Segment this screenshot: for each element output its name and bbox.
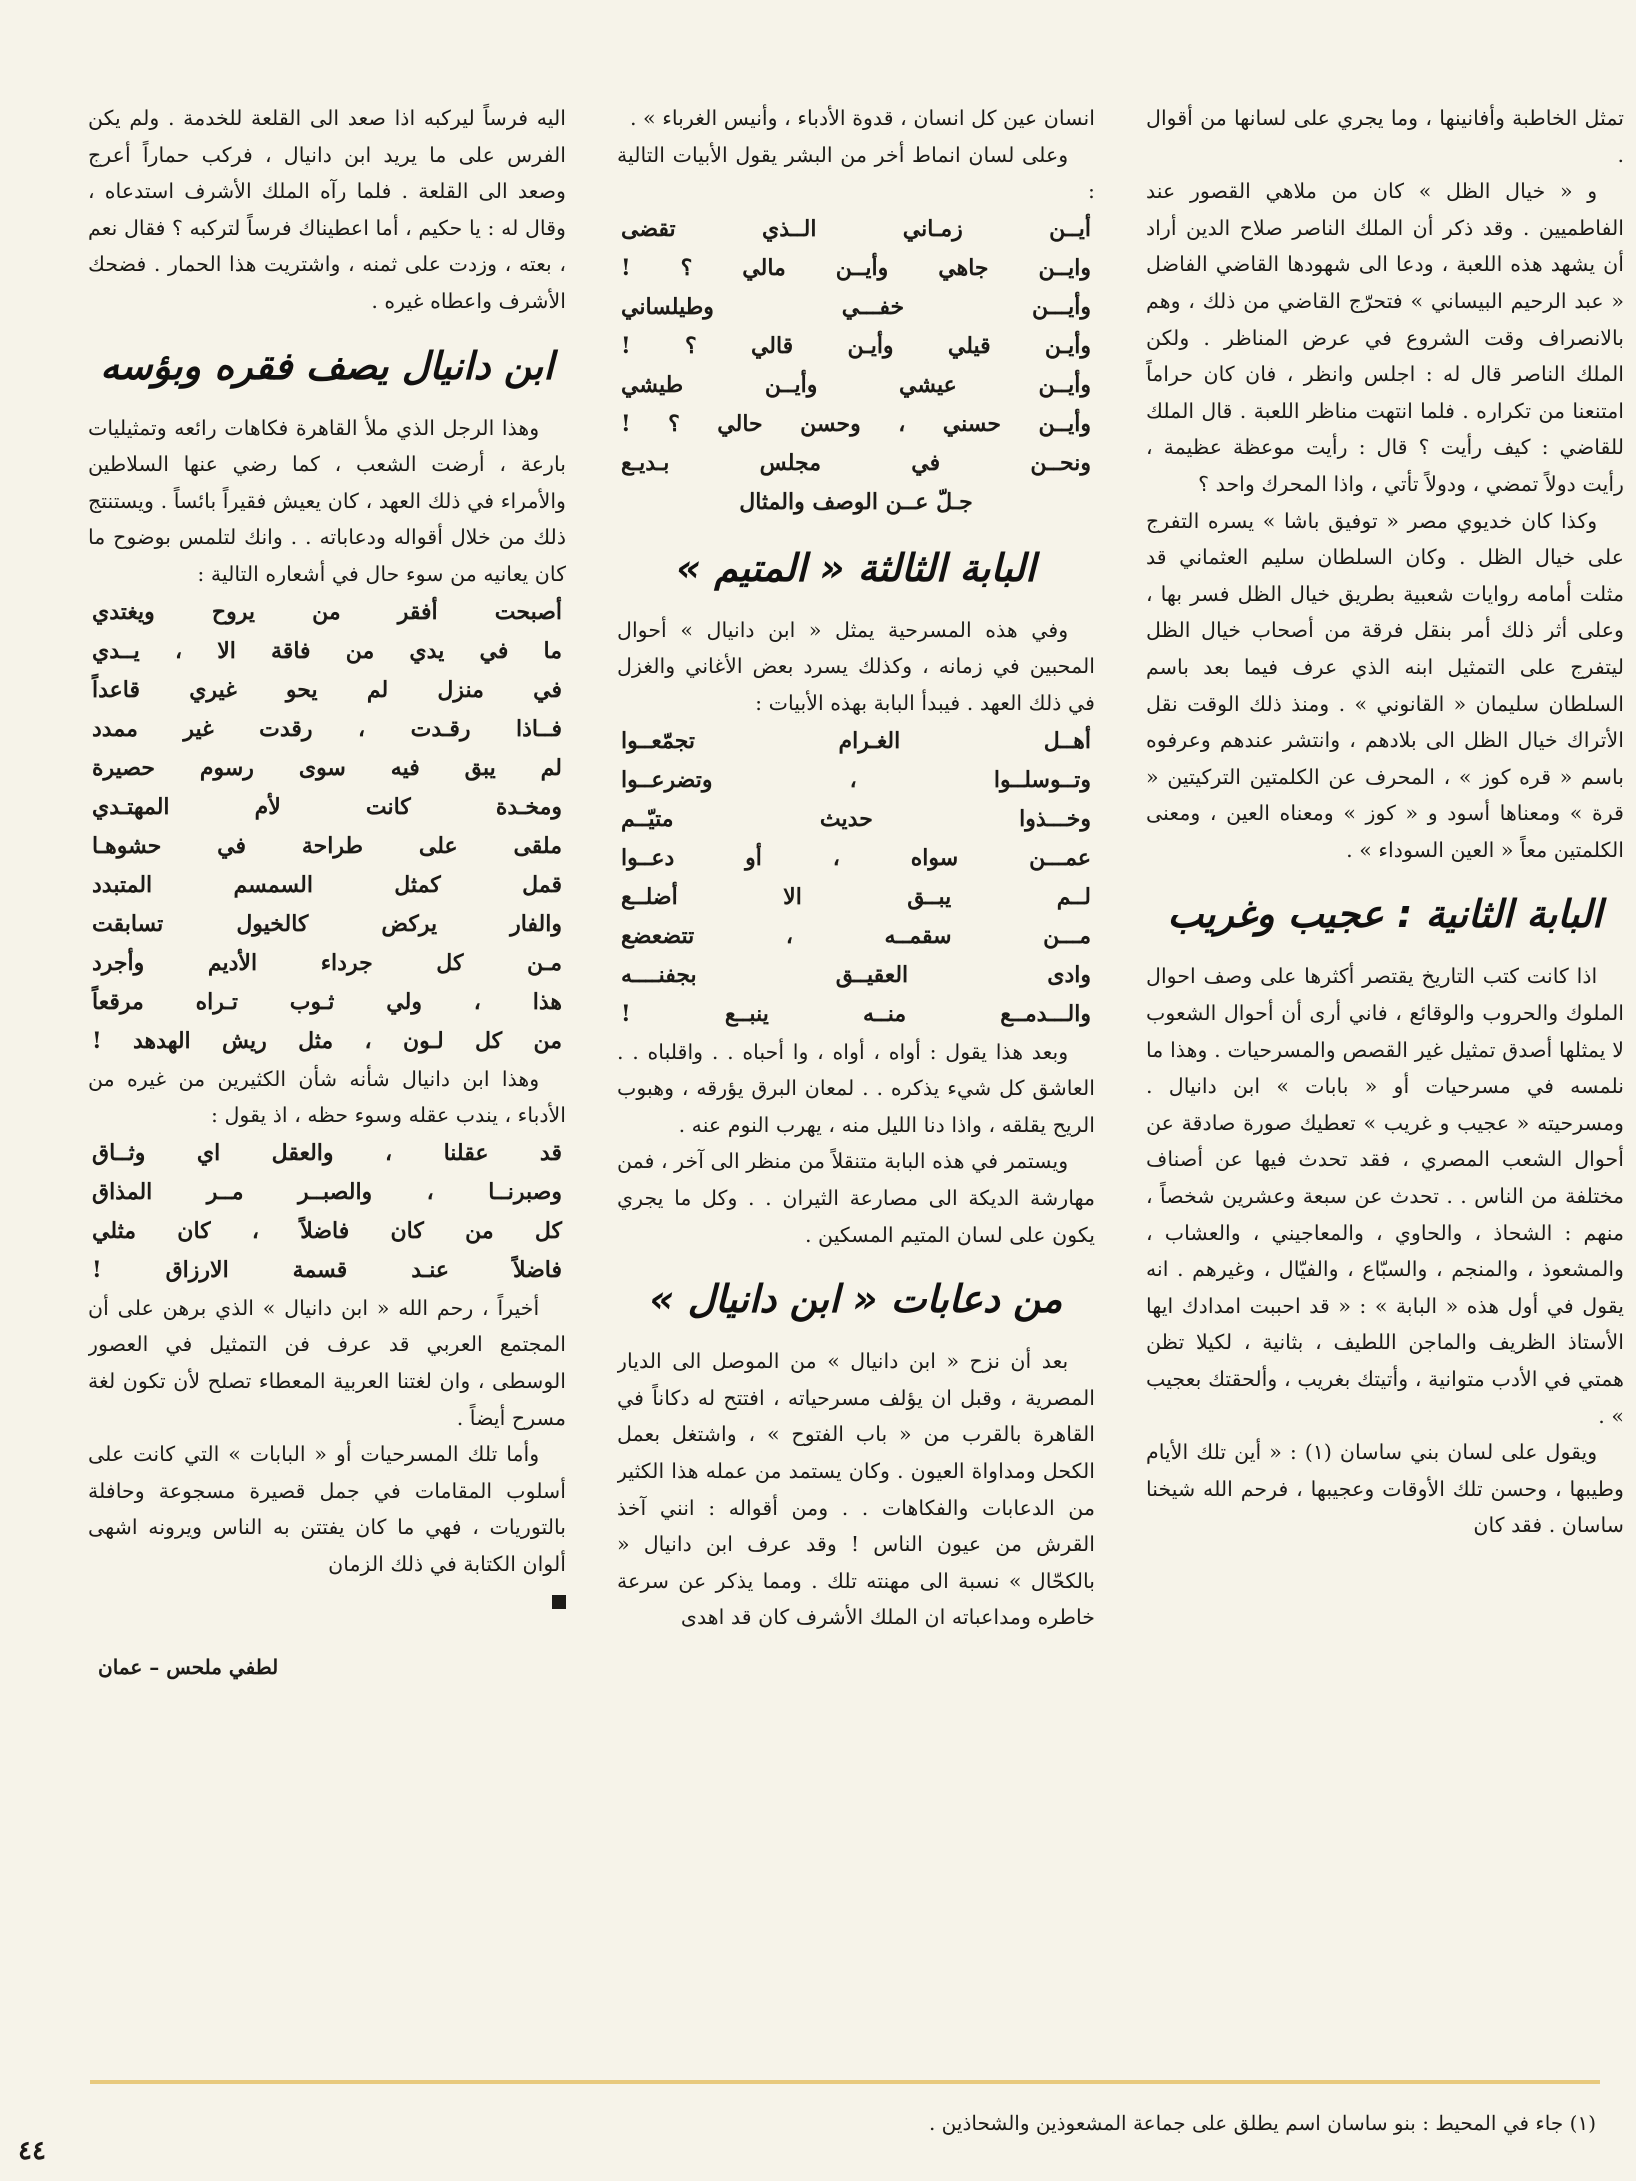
verse-line: هذا ، ولي ثـوب تـراه مرقعاً	[92, 988, 562, 1015]
author-byline: لطفي ملحس – عمان	[98, 1655, 279, 1680]
page-number: ٤٤	[18, 2136, 46, 2166]
paragraph: أخيراً ، رحم الله « ابن دانيال » الذي برهن على أن المجتمع العربي قد عرف فن التمثيل في العصور الوسطى ، وان لغتنا العربية المعطاء تصلح لأن تكون لغة مسرح أيضاً .	[88, 1295, 566, 1430]
verse-line: في منزل لم يحو غيري قاعداً	[92, 676, 562, 703]
verse-line: وأيـــن خفـــي وطيلساني	[621, 293, 1091, 320]
paragraph: وفي هذه المسرحية يمثل « ابن دانيال » أحوال المحبين في زمانه ، وكذلك يسرد بعض الأغاني والغزل في ذلك العهد . فيبدأ البابة بهذه الأبيات :	[617, 617, 1095, 715]
article-column-right	[1146, 100, 1624, 2055]
paragraph: تمثل الخاطبة وأفانينها ، وما يجري على لسانها من أقوال .	[1146, 106, 1624, 167]
verse-line: ومخـدة كانت لأم المهتـدي	[92, 793, 562, 820]
section-heading: من دعابات « ابن دانيال »	[649, 1277, 1063, 1322]
paragraph	[88, 1436, 566, 1582]
verse-line: وأيــن حسني ، وحسن حالي ؟ !	[621, 410, 1091, 437]
magazine-page	[72, 100, 1632, 2060]
paragraph: اذا كانت كتب التاريخ يقتصر أكثرها على وصف احوال الملوك والحروب والوقائع ، فاني أرى أن أحوال الشعوب لا يمثلها أصدق تمثيل غير القصص والمسرحيات . وهذا ما نلمسه في مسرحيات أو « بابات » ابن دانيال . ومسرحيته « عجيب و غريب » تعطيك صورة صادقة عن أحوال الشعب المصري ، فقد تحدث فيها عن أصناف مختلفة من الناس . . تحدث عن سبعة وعشرين شخصاً ، منهم : الشحاذ ، والحاوي ، والمعاجيني ، والعشاب ، والمشعوذ ، والمنجم ، والسبّاع ، والفيّال ، وغيرهم . انه يقول في أول هذه « البابة » : « قد احببت امدادك ايها الأستاذ الظريف والماجن اللطيف ، بثانية ، لكيلا تظن همتي في الأدب متوانية ، وأتيتك بغريب ، وألحقتك بعجيب » .	[1146, 964, 1624, 1428]
verse-line: والـــدمــع منــه ينبــع !	[621, 1000, 1091, 1027]
verse-line: ونحــن في مجلس بـديـع	[621, 449, 1091, 476]
article-column-middle	[617, 100, 1095, 2055]
paragraph: ويقول على لسان بني ساسان (١) : « أين تلك الأيام وطيبها ، وحسن تلك الأوقات وعجيبها ، فرحم الله شيخنا ساسان . فقد كان	[1146, 1440, 1624, 1538]
verse-line: لــم يبــق الا أضلــع	[621, 883, 1091, 910]
footnote: (١) جاء في المحيط : بنو ساسان اسم يطلق على جماعة المشعوذين والشحاذين .	[928, 2111, 1596, 2135]
paragraph: بعد أن نزح « ابن دانيال » من الموصل الى الديار المصرية ، وقبل ان يؤلف مسرحياته ، افتتح له دكاناً في القاهرة بالقرب من « باب الفتوح » ، واشتغل بعمل الكحل ومداواة العيون . وكان يستمد من عمله هذا الكثير من الدعابات والفكاهات . . ومن أقواله : انني آخذ القرش من عيون الناس ! وقد عرف ابن دانيال « بالكحّال » نسبة الى مهنته تلك . ومما يذكر عن سرعة خاطره ومداعباته ان الملك الأشرف كان قد اهدى	[617, 1349, 1095, 1630]
verse-line: أصبحت أفقر من يروح ويغتدي	[92, 598, 562, 625]
section-heading: البابة الثانية : عجيب وغريب	[1167, 892, 1603, 937]
article-column-left	[88, 100, 566, 2055]
verse-line: أيــن زمـاني الــذي تقضى	[621, 215, 1091, 242]
paragraph: وهذا الرجل الذي ملأ القاهرة فكاهات رائعه وتمثيليات بارعة ، أرضت الشعب ، كما رضي عنها السلاطين والأمراء في ذلك العهد ، كان يعيش فقيراً بائساً . ويستنتج ذلك من خلال أقواله ودعاباته . . وانك لتلمس بوضوح ما كان يعانيه من سوء حال في أشعاره التالية :	[88, 415, 566, 586]
poem-block	[88, 593, 566, 1061]
paragraph: وبعد هذا يقول : أواه ، أواه ، وا أحباه . . واقلباه . . العاشق كل شيء يذكره . . لمعان البرق يؤرقه ، وهبوب الريح يقلقه ، واذا دنا الليل منه ، يهرب النوم عنه .	[617, 1039, 1095, 1137]
verse-line: فاضلاً عنـد قسمة الارزاق !	[92, 1256, 562, 1283]
verse-line: وأيــن عيشي وأيــن طيشي	[621, 371, 1091, 398]
verse-line: عمـــن سواه ، أو دعــوا	[621, 844, 1091, 871]
paragraph-text: وأما تلك المسرحيات أو « البابات » التي كانت على أسلوب المقامات في جمل قصيرة مسجوعة وحافلة بالتوريات ، فهي ما كان يفتتن به الناس ويرونه اشهى ألوان الكتابة في ذلك الزمان	[88, 1442, 566, 1576]
verse-line: مـــن سقمــه ، تتضعضع	[621, 922, 1091, 949]
verse-line: أهــل الغـرام تجمّعــوا	[621, 727, 1091, 754]
verse-line: وايــن جاهي وأيــن مالي ؟ !	[621, 254, 1091, 281]
verse-line: وتــوسلــوا ، وتضرعــوا	[621, 766, 1091, 793]
section-heading: البابة الثالثة « المتيم »	[676, 545, 1036, 590]
paragraph: وعلى لسان انماط أخر من البشر يقول الأبيات التالية :	[617, 142, 1095, 204]
verse-line: وأيـن قيلي وأيـن قالي ؟ !	[621, 332, 1091, 359]
verse-line: وادى العقيــق بجفنــــه	[621, 961, 1091, 988]
poem-block	[617, 210, 1095, 522]
verse-line: من كل لـون ، مثل ريش الهدهد !	[92, 1027, 562, 1054]
verse-line: والفار يركض كالخيول تسابقت	[92, 910, 562, 937]
footnote-divider	[90, 2080, 1600, 2084]
paragraph: وكذا كان خديوي مصر « توفيق باشا » يسره التفرج على خيال الظل . وكان السلطان سليم العثماني قد مثلت أمامه روايات شعبية بطريق خيال الظل فسر بها ، وعلى أثر ذلك أمر بنقل فرقة من أصحاب خيال الظل ليتفرج على التمثيل ابنه الذي عرف فيما بعد باسم السلطان سليمان « القانوني » . ومنذ ذلك الوقت نقل الأتراك خيال الظل الى بلادهم ، وانتشر عندهم وعرفوه باسم « قره كوز » ، المحرف عن الكلمتين التركيتين « قرة » ومعناها أسود و « كوز » ومعناه العين ، ومعنى الكلمتين معاً « العين السوداء » .	[1146, 508, 1624, 862]
paragraph: و « خيال الظل » كان من ملاهي القصور عند الفاطميين . وقد ذكر أن الملك الناصر صلاح الدين أراد أن يشهد هذه اللعبة ، ودعا الى شهودها القاضي الفاضل « عبد الرحيم البيساني » فتحرّج القاضي من ذلك ، وهم بالانصراف وقت الشروع في عرض المناظر . ولكن الملك الناصر قال له : اجلس وانظر ، فان كان حراماً امتنعنا من تكراره . فلما انتهت مناظر اللعبة . قال الملك للقاضي : كيف رأيت ؟ قال : رأيت موعظة عظيمة ، رأيت دولاً تمضي ، ودولاً تأتي ، واذا المحرك واحد ؟	[1146, 179, 1624, 496]
verse-line: فــاذا رقـدت ، رقدت غير ممدد	[92, 715, 562, 742]
paragraph: وهذا ابن دانيال شأنه شأن الكثيرين من غيره من الأدباء ، يندب عقله وسوء حظه ، اذ يقول :	[88, 1066, 566, 1128]
poem-block	[88, 1134, 566, 1290]
verse-line: ما في يدي من فاقة الا ، يــدي	[92, 637, 562, 664]
verse-line: وصبرنــا ، والصبــر مــر المذاق	[92, 1178, 562, 1205]
verse-line: وخـــذوا حديث متيّــم	[621, 805, 1091, 832]
verse-line: قمل كمثل السمسم المتبدد	[92, 871, 562, 898]
section-heading: ابن دانيال يصف فقره وبؤسه	[100, 343, 554, 388]
verse-line: جـلّ عــن الوصف والمثال	[739, 488, 973, 515]
paragraph: ويستمر في هذه البابة متنقلاً من منظر الى آخر ، فمن مهارشة الديكة الى مصارعة الثيران . . وكل ما يجري يكون على لسان المتيم المسكين .	[617, 1149, 1095, 1247]
poem-block	[617, 722, 1095, 1034]
paragraph: اليه فرساً ليركبه اذا صعد الى القلعة للخدمة . ولم يكن الفرس على ما يريد ابن دانيال ، فركب حماراً أعرج وصعد الى القلعة . فلما رآه الملك الأشرف استدعاه ، وقال له : يا حكيم ، أما اعطيناك فرساً لتركبه ؟ فقال نعم ، بعته ، وزدت على ثمنه ، واشتريت هذا الحمار . فضحك الأشرف واعطاه غيره .	[88, 106, 566, 313]
end-of-article	[88, 1582, 566, 1619]
paragraph: انسان عين كل انسان ، قدوة الأدباء ، وأنيس الغرباء » .	[629, 106, 1095, 130]
verse-line: ملقى على طراحة في حشوهـا	[92, 832, 562, 859]
end-square-icon	[552, 1595, 566, 1609]
verse-line: مـن كل جرداء الأديم وأجرد	[92, 949, 562, 976]
verse-line: قد عقلنا ، والعقل اي وثــاق	[92, 1139, 562, 1166]
verse-line: لم يبق فيه سوى رسوم حصيرة	[92, 754, 562, 781]
verse-line: كل من كان فاضلاً ، كان مثلي	[92, 1217, 562, 1244]
